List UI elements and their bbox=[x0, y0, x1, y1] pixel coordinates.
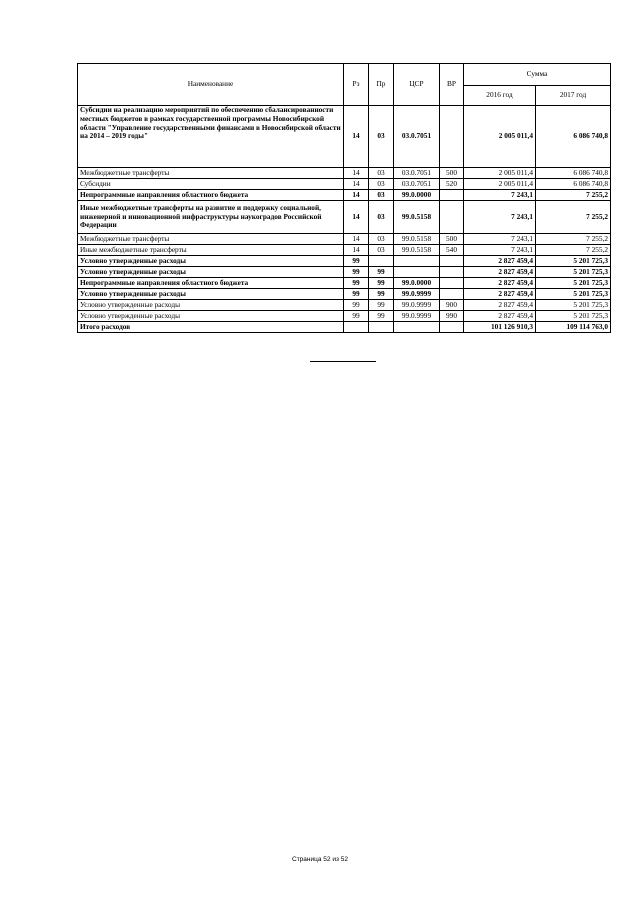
header-2017: 2017 год bbox=[536, 86, 611, 106]
row-rz: 14 bbox=[344, 106, 369, 168]
header-pr: Пр bbox=[369, 64, 394, 106]
row-2017: 5 201 725,3 bbox=[536, 300, 611, 311]
row-2016: 2 005 011,4 bbox=[464, 106, 536, 168]
table-row bbox=[78, 256, 611, 267]
row-2017: 5 201 725,3 bbox=[536, 311, 611, 322]
header-2016: 2016 год bbox=[464, 86, 536, 106]
row-2017: 7 255,2 bbox=[536, 245, 611, 256]
row-rz: 99 bbox=[344, 289, 369, 300]
header-sum: Сумма bbox=[464, 64, 611, 86]
row-2016: 2 005 011,4 bbox=[464, 179, 536, 190]
table-row bbox=[78, 179, 611, 190]
row-name: Условно утвержденные расходы bbox=[78, 267, 344, 278]
row-vr bbox=[440, 289, 464, 300]
row-2016: 7 243,1 bbox=[464, 234, 536, 245]
table-row bbox=[78, 201, 611, 234]
row-csr: 99.0.5158 bbox=[394, 201, 440, 234]
table-row bbox=[78, 190, 611, 201]
separator-line bbox=[310, 361, 376, 362]
row-pr: 03 bbox=[369, 245, 394, 256]
row-name: Иные межбюджетные трансферты bbox=[78, 245, 344, 256]
row-pr bbox=[369, 256, 394, 267]
row-rz: 14 bbox=[344, 245, 369, 256]
row-rz: 99 bbox=[344, 267, 369, 278]
row-vr bbox=[440, 201, 464, 234]
row-name: Непрограммные направления областного бюджета bbox=[78, 190, 344, 201]
row-pr bbox=[369, 322, 394, 333]
row-pr: 03 bbox=[369, 179, 394, 190]
row-name: Субсидии bbox=[78, 179, 344, 190]
row-2017: 109 114 763,0 bbox=[536, 322, 611, 333]
row-csr bbox=[394, 256, 440, 267]
row-rz: 99 bbox=[344, 300, 369, 311]
row-2017: 5 201 725,3 bbox=[536, 289, 611, 300]
table-row bbox=[78, 267, 611, 278]
row-rz: 14 bbox=[344, 190, 369, 201]
row-2017: 5 201 725,3 bbox=[536, 256, 611, 267]
row-vr bbox=[440, 106, 464, 168]
row-pr: 99 bbox=[369, 289, 394, 300]
row-2017: 7 255,2 bbox=[536, 190, 611, 201]
row-vr bbox=[440, 322, 464, 333]
row-vr: 520 bbox=[440, 179, 464, 190]
row-csr: 99.0.0000 bbox=[394, 278, 440, 289]
header-rz: Рз bbox=[344, 64, 369, 106]
row-vr bbox=[440, 267, 464, 278]
row-vr: 990 bbox=[440, 311, 464, 322]
row-2016: 2 827 459,4 bbox=[464, 267, 536, 278]
row-vr: 540 bbox=[440, 245, 464, 256]
row-vr bbox=[440, 278, 464, 289]
row-rz: 99 bbox=[344, 256, 369, 267]
table-row bbox=[78, 106, 611, 168]
row-2016: 7 243,1 bbox=[464, 245, 536, 256]
row-csr bbox=[394, 267, 440, 278]
row-name: Межбюджетные трансферты bbox=[78, 234, 344, 245]
row-pr: 03 bbox=[369, 106, 394, 168]
row-2016: 2 827 459,4 bbox=[464, 256, 536, 267]
row-name: Итого расходов bbox=[78, 322, 344, 333]
row-vr bbox=[440, 190, 464, 201]
row-csr: 99.0.0000 bbox=[394, 190, 440, 201]
row-name: Иные межбюджетные трансферты на развитие и поддержку социальной, инженерной и инновационной инфраструктуры наукоградов Российской Федерации bbox=[78, 201, 344, 234]
row-pr: 99 bbox=[369, 278, 394, 289]
row-name: Условно утвержденные расходы bbox=[78, 300, 344, 311]
row-name: Условно утвержденные расходы bbox=[78, 289, 344, 300]
row-2017: 5 201 725,3 bbox=[536, 278, 611, 289]
row-csr bbox=[394, 322, 440, 333]
header-name: Наименование bbox=[78, 64, 344, 106]
budget-table bbox=[77, 63, 611, 333]
row-rz: 14 bbox=[344, 201, 369, 234]
row-rz bbox=[344, 322, 369, 333]
row-rz: 14 bbox=[344, 168, 369, 179]
row-vr: 500 bbox=[440, 168, 464, 179]
row-2017: 6 086 740,8 bbox=[536, 106, 611, 168]
row-csr: 99.0.9999 bbox=[394, 311, 440, 322]
row-csr: 99.0.9999 bbox=[394, 289, 440, 300]
row-name: Межбюджетные трансферты bbox=[78, 168, 344, 179]
row-2017: 7 255,2 bbox=[536, 234, 611, 245]
row-vr bbox=[440, 256, 464, 267]
table-row bbox=[78, 234, 611, 245]
row-2017: 5 201 725,3 bbox=[536, 267, 611, 278]
row-pr: 03 bbox=[369, 201, 394, 234]
row-pr: 99 bbox=[369, 311, 394, 322]
header-csr: ЦСР bbox=[394, 64, 440, 106]
row-pr: 99 bbox=[369, 267, 394, 278]
table-row bbox=[78, 278, 611, 289]
row-2016: 7 243,1 bbox=[464, 201, 536, 234]
row-rz: 14 bbox=[344, 179, 369, 190]
row-2017: 7 255,2 bbox=[536, 201, 611, 234]
table-row bbox=[78, 245, 611, 256]
row-rz: 99 bbox=[344, 278, 369, 289]
table-row bbox=[78, 300, 611, 311]
row-vr: 900 bbox=[440, 300, 464, 311]
row-name: Условно утвержденные расходы bbox=[78, 256, 344, 267]
row-2017: 6 086 740,8 bbox=[536, 168, 611, 179]
row-pr: 03 bbox=[369, 234, 394, 245]
row-rz: 14 bbox=[344, 234, 369, 245]
row-csr: 99.0.5158 bbox=[394, 234, 440, 245]
row-name: Непрограммные направления областного бюджета bbox=[78, 278, 344, 289]
row-rz: 99 bbox=[344, 311, 369, 322]
row-name: Субсидии на реализацию мероприятий по обеспечению сбалансированности местных бюджетов в рамках государственной программы Новосибирской области "Управление государственными финансами в Новосибирской области на 2014 – 2019 годы" bbox=[78, 106, 344, 168]
row-pr: 99 bbox=[369, 300, 394, 311]
row-2017: 6 086 740,8 bbox=[536, 179, 611, 190]
row-csr: 03.0.7051 bbox=[394, 179, 440, 190]
row-csr: 03.0.7051 bbox=[394, 106, 440, 168]
row-2016: 2 827 459,4 bbox=[464, 311, 536, 322]
row-pr: 03 bbox=[369, 168, 394, 179]
page-number: Страница 52 из 52 bbox=[292, 856, 348, 863]
table-row bbox=[78, 289, 611, 300]
row-csr: 99.0.9999 bbox=[394, 300, 440, 311]
row-csr: 03.0.7051 bbox=[394, 168, 440, 179]
row-2016: 7 243,1 bbox=[464, 190, 536, 201]
row-2016: 2 827 459,4 bbox=[464, 300, 536, 311]
row-csr: 99.0.5158 bbox=[394, 245, 440, 256]
row-2016: 2 827 459,4 bbox=[464, 278, 536, 289]
row-name: Условно утвержденные расходы bbox=[78, 311, 344, 322]
row-2016: 101 126 910,3 bbox=[464, 322, 536, 333]
row-vr: 500 bbox=[440, 234, 464, 245]
header-vr: ВР bbox=[440, 64, 464, 106]
row-pr: 03 bbox=[369, 190, 394, 201]
table-row bbox=[78, 311, 611, 322]
table-row bbox=[78, 168, 611, 179]
row-2016: 2 005 011,4 bbox=[464, 168, 536, 179]
row-2016: 2 827 459,4 bbox=[464, 289, 536, 300]
total-row bbox=[78, 322, 611, 333]
